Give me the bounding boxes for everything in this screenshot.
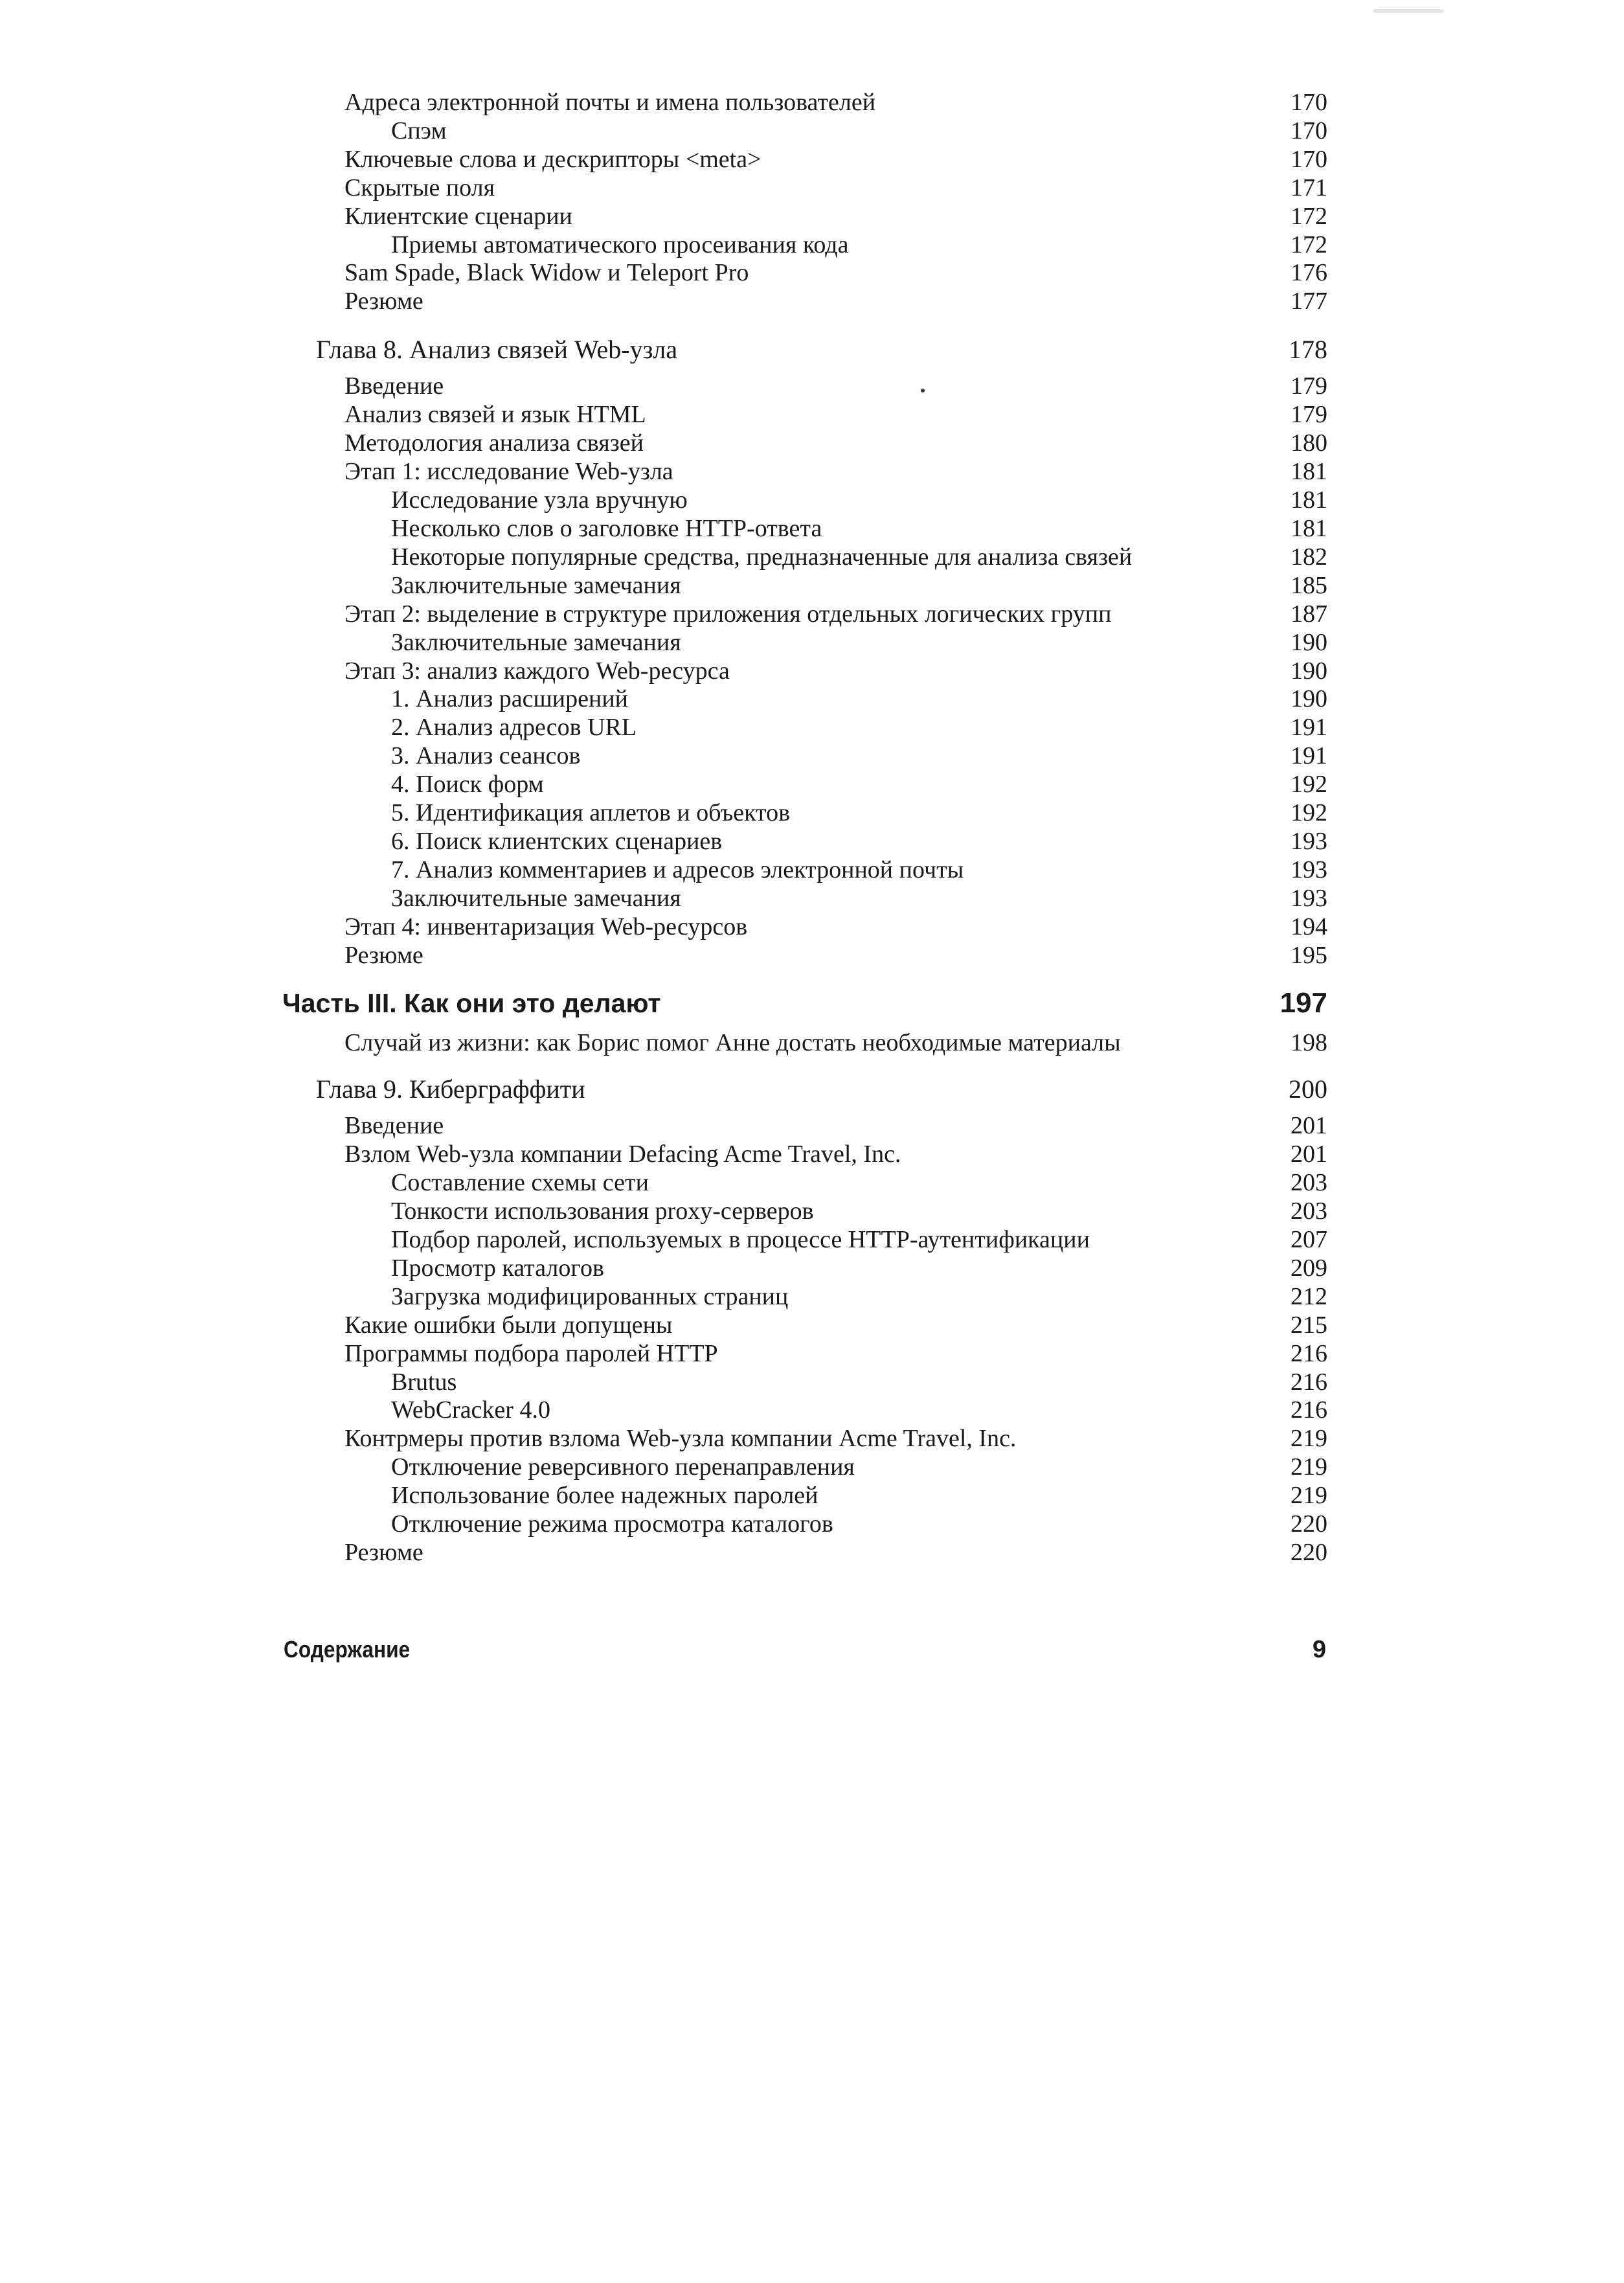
entry-title: Спэм: [391, 117, 447, 144]
entry-page-number: 219: [1291, 1453, 1327, 1481]
toc-subentry: [0, 1453, 1624, 1481]
entry-title: 5. Идентификация аплетов и объектов: [391, 799, 791, 826]
toc-entry: [0, 1538, 1624, 1567]
toc-entry: [0, 1424, 1624, 1453]
entry-page-number: 193: [1291, 856, 1327, 883]
scan-smudge: [1373, 9, 1444, 13]
entry-page-number: 181: [1291, 486, 1327, 514]
entry-page-number: 182: [1291, 543, 1327, 571]
footer-title: Содержание: [284, 1636, 411, 1663]
entry-title: Резюме: [344, 942, 423, 969]
toc-subentry: [0, 799, 1624, 827]
entry-page-number: 220: [1291, 1539, 1327, 1566]
entry-title: Методология анализа связей: [344, 429, 644, 457]
toc-subentry: [0, 571, 1624, 600]
entry-page-number: 194: [1291, 913, 1327, 940]
entry-title: Отключение режима просмотра каталогов: [391, 1510, 833, 1538]
entry-title: Некоторые популярные средства, предназначенные для анализа связей: [391, 543, 1133, 571]
entry-title: Резюме: [344, 288, 423, 315]
entry-page-number: 187: [1291, 600, 1327, 628]
toc-entry: [0, 287, 1624, 315]
entry-page-number: 200: [1289, 1074, 1327, 1104]
footer-page-number: 9: [1312, 1636, 1326, 1663]
toc-subentry: [0, 1396, 1624, 1424]
entry-page-number: 190: [1291, 685, 1327, 712]
toc-entry: [0, 88, 1624, 117]
toc-entry: [0, 1028, 1624, 1057]
entry-page-number: 181: [1291, 515, 1327, 542]
entry-page-number: 197: [1280, 987, 1327, 1019]
entry-page-number: 192: [1291, 771, 1327, 798]
entry-title: Какие ошибки были допущены: [344, 1312, 673, 1339]
scan-speck: [921, 389, 925, 392]
entry-page-number: 219: [1291, 1482, 1327, 1509]
entry-page-number: 212: [1291, 1283, 1327, 1310]
entry-title: Программы подбора паролей HTTP: [344, 1340, 718, 1367]
toc-subentry: [0, 1368, 1624, 1396]
entry-title: Скрытые поля: [344, 174, 495, 201]
toc-entry: [0, 913, 1624, 941]
entry-title: 4. Поиск форм: [391, 771, 544, 798]
entry-page-number: 220: [1291, 1510, 1327, 1538]
toc-subentry: [0, 713, 1624, 742]
toc-entry: [0, 600, 1624, 628]
entry-page-number: 185: [1291, 572, 1327, 599]
entry-title: Заключительные замечания: [391, 629, 681, 656]
entry-page-number: 178: [1289, 335, 1327, 364]
entry-title: Просмотр каталогов: [391, 1255, 604, 1282]
entry-title: 7. Анализ комментариев и адресов электронной почты: [391, 856, 964, 883]
entry-title: Составление схемы сети: [391, 1169, 649, 1196]
part-entry: [0, 989, 1624, 1017]
entry-page-number: 172: [1291, 203, 1327, 230]
entry-title: Этап 2: выделение в структуре приложения отдельных логических групп: [344, 600, 1112, 628]
toc-entry: [0, 1140, 1624, 1168]
entry-page-number: 216: [1291, 1369, 1327, 1396]
toc-entry: [0, 145, 1624, 174]
toc-entry: [0, 941, 1624, 970]
entry-title: Этап 4: инвентаризация Web-ресурсов: [344, 913, 748, 940]
entry-title: 6. Поиск клиентских сценариев: [391, 828, 723, 855]
toc-entry: [0, 400, 1624, 429]
entry-page-number: 180: [1291, 429, 1327, 457]
entry-title: Глава 8. Анализ связей Web-узла: [316, 335, 678, 364]
entry-page-number: 177: [1291, 288, 1327, 315]
toc-subentry: [0, 770, 1624, 799]
entry-page-number: 216: [1291, 1340, 1327, 1367]
entry-title: Часть III. Как они это делают: [282, 988, 661, 1018]
entry-title: 2. Анализ адресов URL: [391, 714, 637, 741]
toc-subentry: [0, 117, 1624, 145]
toc-subentry: [0, 628, 1624, 657]
toc-subentry: [0, 514, 1624, 543]
toc-subentry: [0, 1282, 1624, 1311]
entry-page-number: 170: [1291, 146, 1327, 173]
page-footer: [0, 1633, 1624, 1666]
entry-title: Отключение реверсивного перенаправления: [391, 1453, 855, 1481]
entry-title: Использование более надежных паролей: [391, 1482, 818, 1509]
entry-title: Загрузка модифицированных страниц: [391, 1283, 789, 1310]
entry-title: Случай из жизни: как Борис помог Анне достать необходимые материалы: [344, 1029, 1121, 1056]
entry-page-number: 172: [1291, 231, 1327, 258]
toc-entry: [0, 657, 1624, 685]
entry-page-number: 176: [1291, 259, 1327, 286]
entry-page-number: 193: [1291, 828, 1327, 855]
toc-subentry: [0, 827, 1624, 856]
entry-title: Приемы автоматического просеивания кода: [391, 231, 849, 258]
entry-page-number: 201: [1291, 1141, 1327, 1168]
entry-page-number: 207: [1291, 1226, 1327, 1253]
toc-subentry: [0, 1225, 1624, 1254]
toc-entry: [0, 202, 1624, 231]
entry-page-number: 179: [1291, 372, 1327, 400]
entry-page-number: 191: [1291, 742, 1327, 769]
entry-page-number: 195: [1291, 942, 1327, 969]
entry-page-number: 193: [1291, 885, 1327, 912]
entry-title: 3. Анализ сеансов: [391, 742, 581, 769]
entry-title: Введение: [344, 1112, 444, 1139]
entry-title: Адреса электронной почты и имена пользователей: [344, 89, 876, 116]
entry-page-number: 179: [1291, 401, 1327, 428]
entry-page-number: 203: [1291, 1169, 1327, 1196]
toc-subentry: [0, 884, 1624, 913]
toc-entry: [0, 258, 1624, 287]
entry-page-number: 171: [1291, 174, 1327, 201]
entry-title: Резюме: [344, 1539, 423, 1566]
entry-page-number: 181: [1291, 458, 1327, 485]
entry-title: Заключительные замечания: [391, 885, 681, 912]
toc-subentry: [0, 1510, 1624, 1538]
toc-subentry: [0, 231, 1624, 259]
toc-subentry: [0, 543, 1624, 571]
entry-page-number: 190: [1291, 629, 1327, 656]
entry-title: Заключительные замечания: [391, 572, 681, 599]
entry-title: Взлом Web-узла компании Defacing Acme Travel, Inc.: [344, 1141, 901, 1168]
entry-page-number: 219: [1291, 1425, 1327, 1452]
entry-page-number: 170: [1291, 89, 1327, 116]
entry-page-number: 216: [1291, 1396, 1327, 1424]
chapter-entry: [0, 335, 1624, 364]
toc-subentry: [0, 1254, 1624, 1282]
toc-entry: [0, 429, 1624, 457]
entry-title: Этап 3: анализ каждого Web-ресурса: [344, 657, 730, 685]
entry-page-number: 190: [1291, 657, 1327, 685]
entry-title: Подбор паролей, используемых в процессе HTTP-аутентификации: [391, 1226, 1090, 1253]
entry-title: Ключевые слова и дескрипторы <meta>: [344, 146, 761, 173]
toc-subentry: [0, 685, 1624, 713]
entry-page-number: 209: [1291, 1255, 1327, 1282]
toc-entry: [0, 372, 1624, 400]
entry-page-number: 203: [1291, 1198, 1327, 1225]
entry-page-number: 170: [1291, 117, 1327, 144]
entry-page-number: 201: [1291, 1112, 1327, 1139]
entry-page-number: 191: [1291, 714, 1327, 741]
toc-subentry: [0, 742, 1624, 770]
toc-subentry: [0, 856, 1624, 884]
entry-title: Этап 1: исследование Web-узла: [344, 458, 673, 485]
entry-title: Клиентские сценарии: [344, 203, 572, 230]
toc-entry: [0, 457, 1624, 486]
entry-page-number: 215: [1291, 1312, 1327, 1339]
toc-entry: [0, 1339, 1624, 1368]
entry-title: Глава 9. Киберграффити: [316, 1074, 585, 1104]
entry-title: Введение: [344, 372, 444, 400]
entry-title: Несколько слов о заголовке HTTP-ответа: [391, 515, 822, 542]
entry-title: 1. Анализ расширений: [391, 685, 628, 712]
entry-title: Тонкости использования proxy-серверов: [391, 1198, 814, 1225]
toc-entry: [0, 1311, 1624, 1339]
entry-title: WebCracker 4.0: [391, 1396, 550, 1424]
toc-subentry: [0, 486, 1624, 514]
entry-page-number: 198: [1291, 1029, 1327, 1056]
entry-title: Brutus: [391, 1369, 457, 1396]
entry-title: Sam Spade, Black Widow и Teleport Pro: [344, 259, 749, 286]
entry-title: Контрмеры против взлома Web-узла компании Acme Travel, Inc.: [344, 1425, 1017, 1452]
toc-entry: [0, 1111, 1624, 1140]
toc-entry: [0, 174, 1624, 202]
toc-subentry: [0, 1197, 1624, 1225]
entry-title: Исследование узла вручную: [391, 486, 688, 514]
toc-subentry: [0, 1481, 1624, 1510]
chapter-entry: [0, 1075, 1624, 1104]
entry-page-number: 192: [1291, 799, 1327, 826]
toc-subentry: [0, 1168, 1624, 1197]
entry-title: Анализ связей и язык HTML: [344, 401, 646, 428]
